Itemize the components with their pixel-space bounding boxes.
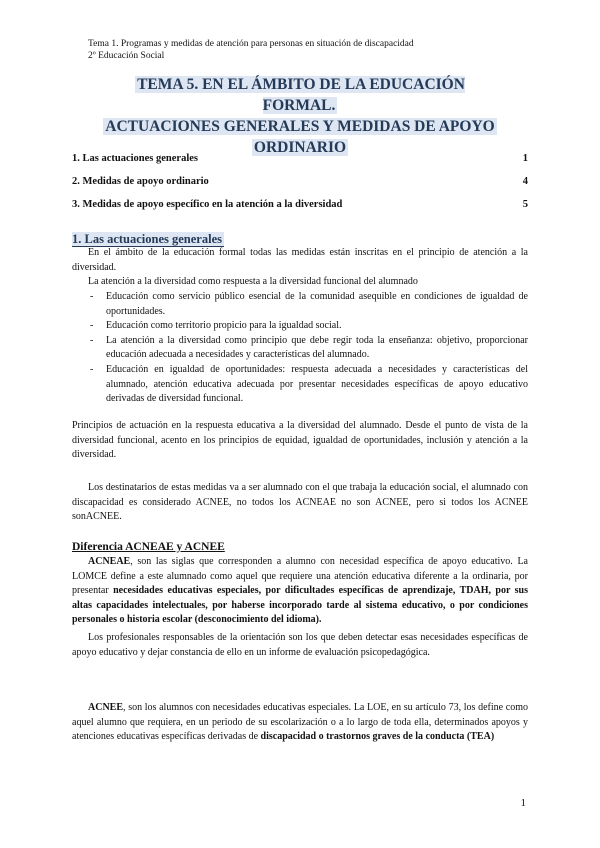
list-item: - Educación en igualdad de oportunidades: respuesta adecuada a necesidades y características del alumnado, atención educativa adecuada por presentar necesidades específicas de apoyo educativo derivadas de diversidad funcional. — [90, 363, 528, 407]
recipients-paragraph: Los destinatarios de estas medidas va a ser alumnado con el que trabaja la educación social, el alumnado con discapacidad es considerado ACNEE, no todos los ACNEAE no son ACNEE, pero si todos los ACNEE sonACNEE. — [72, 482, 528, 523]
toc-page: 5 — [522, 199, 528, 210]
acnee-term: ACNEE — [88, 702, 124, 713]
acnee-conditions: discapacidad o trastornos graves de la conducta (TEA) — [260, 731, 495, 743]
toc-page: 1 — [522, 153, 528, 164]
title-line-2: ACTUACIONES GENERALES Y MEDIDAS DE APOYO — [105, 118, 495, 135]
toc-entry-2[interactable] — [72, 175, 528, 189]
toc-entry-1[interactable] — [72, 152, 528, 166]
document-title — [100, 74, 500, 158]
section-heading-text: 1. Las actuaciones generales — [72, 232, 222, 246]
acnee-definition: , son los alumnos con necesidades educativas especiales. La LOE, en su artículo 73, los define como aquel alumno que requiera, en un periodo de su escolarización o a lo largo de toda ella, determinados apoyos y atenciones educativas específicas derivadas de — [72, 702, 528, 743]
subsection-heading: Diferencia ACNEAE y ACNEE — [72, 541, 225, 553]
acneae-definition: , son las siglas que corresponden a alumno con necesidad específica de apoyo educativo. La LOMCE define a este alumnado como aquel que requiere una atención educativa diferente a la ordinaria, por presentar — [72, 556, 528, 597]
list-item: - Educación como servicio público esencial de la comunidad asequible en condiciones de igualdad de oportunidades. — [90, 290, 528, 319]
page-number: 1 — [520, 797, 526, 809]
acneae-paragraph — [72, 555, 528, 628]
lead-paragraph: La atención a la diversidad como respuesta a la diversidad funcional del alumnado — [88, 276, 418, 287]
principles-paragraph: Principios de actuación en la respuesta educativa a la diversidad del alumnado. Desde el punto de vista de la diversidad funcional, acento en los principios de equidad, igualdad de oportunidades, inclusión y atención a la diversidad. — [72, 420, 528, 461]
toc-label: 2. Medidas de apoyo ordinario — [72, 176, 209, 187]
running-header — [88, 38, 414, 62]
list-item: - La atención a la diversidad como principio que debe regir toda la enseñanza: objetivo, proporcionar educación adecuada a necesidades y características del alumnado. — [90, 334, 528, 363]
header-degree: 2º Educación Social — [88, 51, 165, 61]
toc-page: 4 — [522, 176, 528, 187]
section-heading — [72, 232, 224, 247]
orientation-paragraph: Los profesionales responsables de la orientación son los que deben detectar esas necesidades específicas de apoyo educativo y dejar constancia de ello en un informe de evaluación psicopedagógica. — [72, 632, 528, 658]
intro-paragraph: En el ámbito de la educación formal todas las medidas están inscritas en el principio de atención a la diversidad. — [72, 247, 528, 273]
acneae-conditions: necesidades educativas especiales, por dificultades específicas de aprendizaje, TDAH, por sus altas capacidades intelectuales, por haberse incorporado tarde al sistema educativo, o por condiciones personales o historia escolar (desconocimiento del idioma). — [72, 585, 528, 626]
title-line-1: TEMA 5. EN EL ÁMBITO DE LA EDUCACIÓN FORMAL. — [137, 76, 465, 114]
title-line-3: ORDINARIO — [253, 139, 347, 156]
acneae-term: ACNEAE — [88, 556, 131, 567]
toc-label: 1. Las actuaciones generales — [72, 153, 198, 164]
acnee-paragraph — [72, 701, 528, 745]
toc-entry-3[interactable] — [72, 198, 528, 212]
list-item: - Educación como territorio propicio para la igualdad social. — [90, 319, 528, 334]
header-course: Tema 1. Programas y medidas de atención para personas en situación de discapacidad — [88, 39, 414, 49]
toc-label: 3. Medidas de apoyo específico en la atención a la diversidad — [72, 199, 343, 210]
principles-list — [90, 290, 528, 407]
